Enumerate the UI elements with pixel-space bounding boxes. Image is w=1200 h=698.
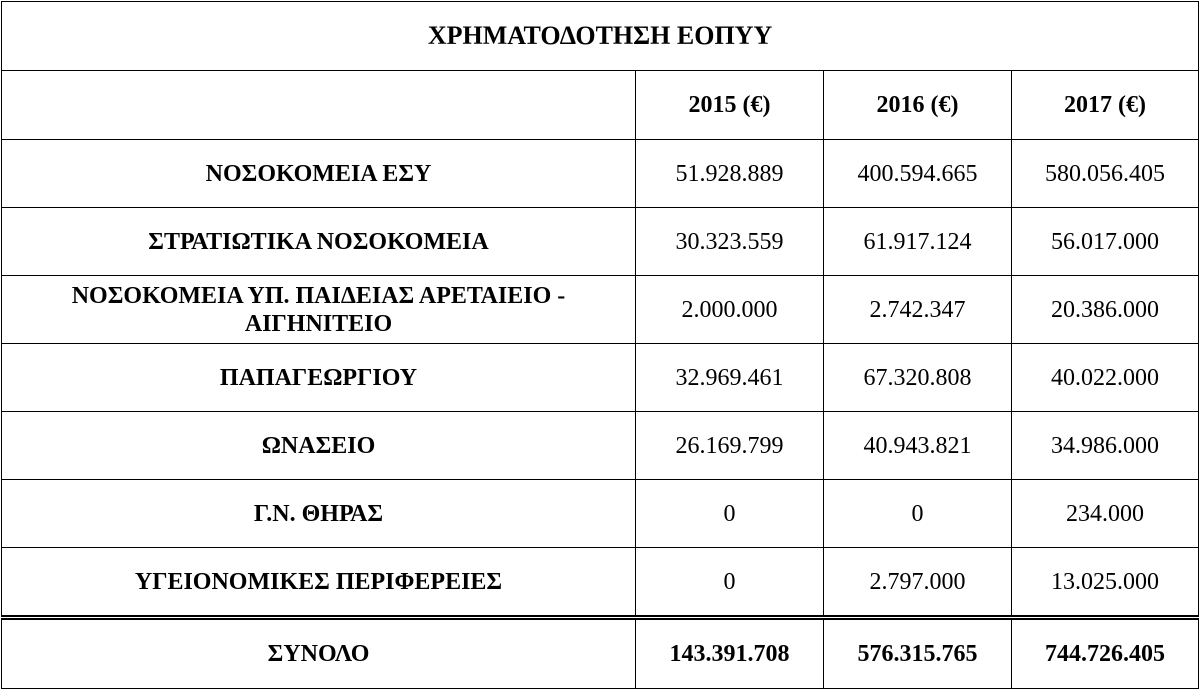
row-label: Γ.Ν. ΘΗΡΑΣ: [2, 480, 636, 548]
value-2015: 0: [636, 548, 824, 618]
header-year-2015: 2015 (€): [636, 71, 824, 140]
value-2015: 51.928.889: [636, 140, 824, 208]
row-label: ΠΑΠΑΓΕΩΡΓΙΟΥ: [2, 344, 636, 412]
table-title: ΧΡΗΜΑΤΟΔΟΤΗΣΗ ΕΟΠΥΥ: [2, 2, 1199, 71]
value-2016: 61.917.124: [824, 208, 1012, 276]
value-2017: 13.025.000: [1012, 548, 1199, 618]
total-2016: 576.315.765: [824, 618, 1012, 689]
total-row: [2, 618, 1199, 689]
value-2016: 400.594.665: [824, 140, 1012, 208]
row-label: ΝΟΣΟΚΟΜΕΙΑ ΥΠ. ΠΑΙΔΕΙΑΣ ΑΡΕΤΑΙΕΙΟ - ΑΙΓΗΝΙΤΕΙΟ: [2, 276, 636, 344]
header-year-2016: 2016 (€): [824, 71, 1012, 140]
value-2015: 30.323.559: [636, 208, 824, 276]
row-label: ΩΝΑΣΕΙΟ: [2, 412, 636, 480]
value-2017: 20.386.000: [1012, 276, 1199, 344]
value-2015: 32.969.461: [636, 344, 824, 412]
table-row: [2, 480, 1199, 548]
value-2016: 0: [824, 480, 1012, 548]
header-year-2017: 2017 (€): [1012, 71, 1199, 140]
header-label-cell: [2, 71, 636, 140]
total-label: ΣΥΝΟΛΟ: [2, 618, 636, 689]
value-2017: 40.022.000: [1012, 344, 1199, 412]
total-2015: 143.391.708: [636, 618, 824, 689]
table-row: [2, 344, 1199, 412]
value-2015: 0: [636, 480, 824, 548]
header-row: [2, 71, 1199, 140]
row-label: ΥΓΕΙΟΝΟΜΙΚΕΣ ΠΕΡΙΦΕΡΕΙΕΣ: [2, 548, 636, 618]
value-2017: 234.000: [1012, 480, 1199, 548]
table-row: [2, 208, 1199, 276]
value-2017: 34.986.000: [1012, 412, 1199, 480]
value-2016: 2.797.000: [824, 548, 1012, 618]
value-2015: 2.000.000: [636, 276, 824, 344]
value-2016: 2.742.347: [824, 276, 1012, 344]
value-2015: 26.169.799: [636, 412, 824, 480]
table-row: [2, 276, 1199, 344]
title-row: [2, 2, 1199, 71]
table-row: [2, 548, 1199, 618]
row-label: ΣΤΡΑΤΙΩΤΙΚΑ ΝΟΣΟΚΟΜΕΙΑ: [2, 208, 636, 276]
value-2017: 56.017.000: [1012, 208, 1199, 276]
funding-table: [1, 1, 1199, 689]
value-2016: 40.943.821: [824, 412, 1012, 480]
row-label: ΝΟΣΟΚΟΜΕΙΑ ΕΣΥ: [2, 140, 636, 208]
value-2017: 580.056.405: [1012, 140, 1199, 208]
total-2017: 744.726.405: [1012, 618, 1199, 689]
value-2016: 67.320.808: [824, 344, 1012, 412]
table-row: [2, 140, 1199, 208]
table-row: [2, 412, 1199, 480]
